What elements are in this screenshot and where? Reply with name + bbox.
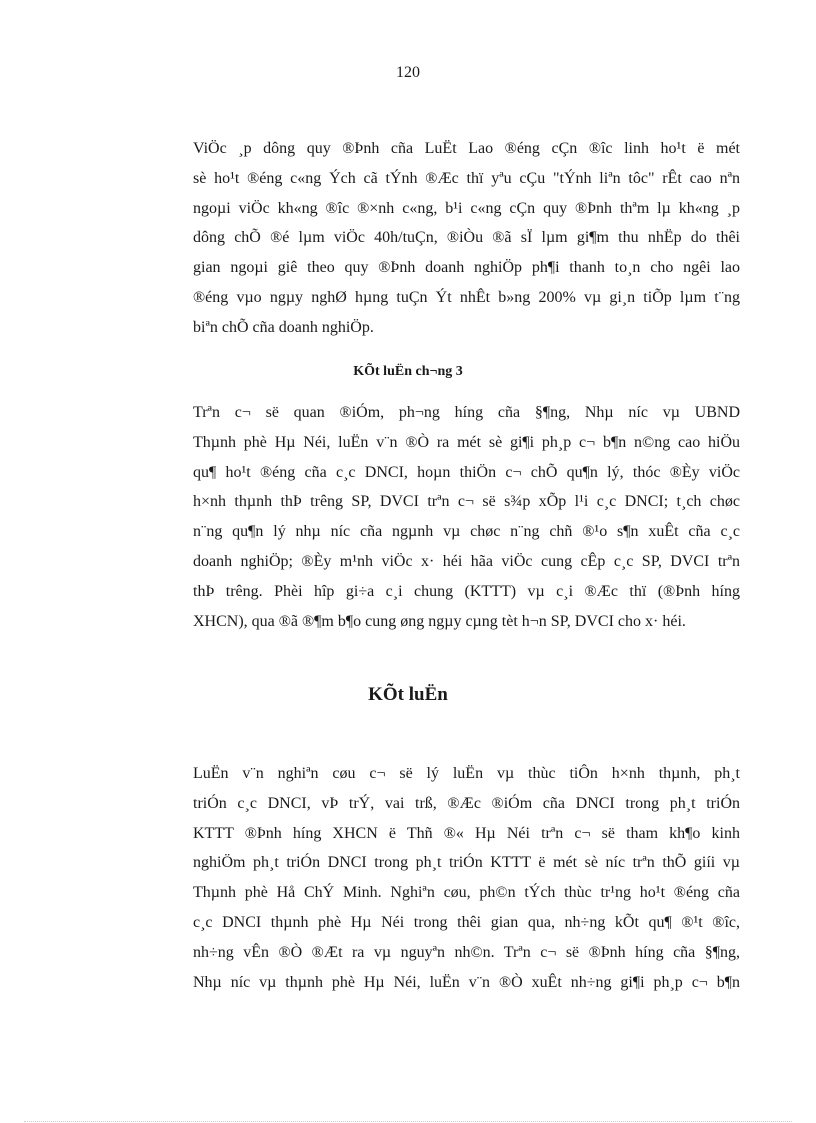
paragraph-labor-law (135, 134, 740, 343)
text-line: dông chÕ ®é lµm viÖc 40h/tuÇn, ®iÒu ®ã sÏ lµm gi¶m thu nhËp do thêi (193, 229, 740, 247)
paragraph-text (135, 398, 740, 636)
text-line: nh÷ng vÊn ®Ò ®Æt ra vµ nguyªn nh©n. Trªn c¬ së ®Þnh híng cña §¶ng, (193, 943, 740, 961)
text-line: thÞ trêng. Phèi hîp gi÷a c¸i chung (KTTT) vµ c¸i ®Æc thï (®Þnh híng (193, 582, 740, 600)
paragraph-chapter-summary (135, 398, 740, 636)
text-line: doanh nghiÖp; ®Èy m¹nh viÖc x· héi hãa viÖc cung cÊp c¸c SP, DVCI trªn (193, 552, 740, 570)
text-line: Trªn c¬ së quan ®iÓm, ph¬ng híng cña §¶ng, Nhµ níc vµ UBND (193, 404, 740, 421)
page-number: 120 (396, 64, 420, 81)
text-line: KTTT ®Þnh híng XHCN ë Thñ ®« Hµ Néi trªn c¬ së tham kh¶o kinh (193, 824, 740, 842)
text-line: ViÖc ¸p dông quy ®Þnh cña LuËt Lao ®éng cÇn ®îc linh ho¹t ë mét (193, 140, 740, 157)
paragraph-text (135, 134, 740, 343)
text-line: biªn chÕ cña doanh nghiÖp. (193, 318, 374, 336)
text-line: LuËn v¨n nghiªn cøu c¬ së lý luËn vµ thùc tiÔn h×nh thµnh, ph¸t (193, 765, 740, 782)
text-line: n¨ng qu¶n lý nhµ níc cña ngµnh vµ chøc n¨ng chñ ®¹o s¶n xuÊt cña c¸c (193, 523, 740, 541)
text-line: ngoµi viÖc kh«ng ®îc ®×nh c«ng, b¹i c«ng cÇn quy ®Þnh thªm lµ kh«ng ¸p (193, 199, 740, 217)
chapter-conclusion-subheading: KÕt luËn ch¬ng 3 (353, 364, 463, 379)
text-line: triÓn c¸c DNCI, vÞ trÝ, vai trß, ®Æc ®iÓm cña DNCI trong ph¸t triÓn (193, 794, 740, 812)
text-line: Thµnh phè Hµ Néi, luËn v¨n ®Ò ra mét sè gi¶i ph¸p c¬ b¶n n©ng cao hiÖu (193, 433, 740, 451)
text-line: ®éng vµo ngµy nghØ hµng tuÇn Ýt nhÊt b»ng 200% vµ gi¸n tiÕp lµm t¨ng (193, 288, 740, 306)
text-line: c¸c DNCI thµnh phè Hµ Néi trong thêi gian qua, nh÷ng kÕt qu¶ ®¹t ®îc, (193, 913, 740, 931)
text-line: sè ho¹t ®éng c«ng Ých cã tÝnh ®Æc thï yªu cÇu "tÝnh liªn tôc" rÊt cao nªn (193, 169, 740, 187)
text-line: nghiÖm ph¸t triÓn DNCI trong ph¸t triÓn KTTT ë mét sè níc trªn thÕ giíi vµ (193, 854, 740, 872)
paragraph-conclusion (135, 759, 740, 997)
text-line: qu¶ ho¹t ®éng cña c¸c DNCI, hoµn thiÖn c¬ chÕ qu¶n lý, thóc ®Èy viÖc (193, 463, 740, 481)
conclusion-heading: KÕt luËn (368, 684, 448, 705)
text-line: gian ngoµi giê theo quy ®Þnh doanh nghiÖp ph¶i thanh to¸n cho ngêi lao (193, 259, 740, 277)
text-line: h×nh thµnh thÞ trêng SP, DVCI trªn c¬ së s¾p xÕp l¹i c¸c DNCI; t¸ch chøc (193, 493, 740, 511)
paragraph-text (135, 759, 740, 997)
text-line: XHCN), qua ®ã ®¶m b¶o cung øng ngµy cµng tèt h¬n SP, DVCI cho x· héi. (193, 612, 686, 630)
page-bottom-divider (24, 1121, 792, 1122)
text-line: Nhµ níc vµ thµnh phè Hµ Néi, luËn v¨n ®Ò xuÊt nh÷ng gi¶i ph¸p c¬ b¶n (193, 973, 740, 991)
text-line: Thµnh phè Hå ChÝ Minh. Nghiªn cøu, ph©n tÝch thùc tr¹ng ho¹t ®éng cña (193, 884, 740, 902)
